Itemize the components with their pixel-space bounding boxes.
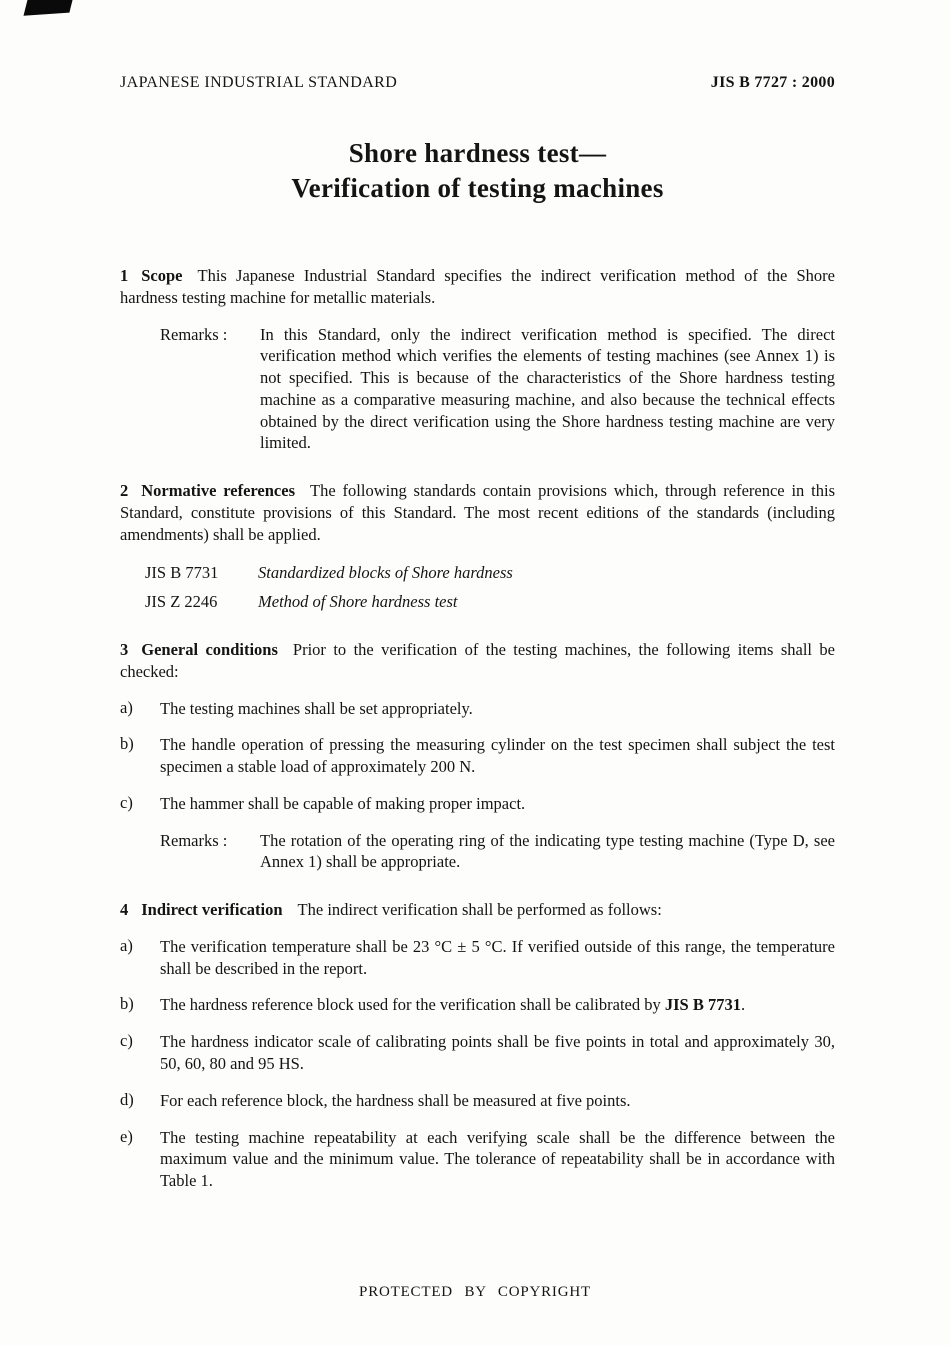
title-line-2: Verification of testing machines — [291, 172, 664, 203]
reference-title: Standardized blocks of Shore hardness — [258, 562, 513, 582]
list-marker: b) — [120, 994, 134, 1014]
section-heading: Scope — [141, 266, 183, 286]
list-text: The handle operation of pressing the measuring cylinder on the test specimen shall subject the test specimen a stable load of approximately 200 N. — [160, 735, 835, 777]
list-text-pre: The hardness reference block used for the verification shall be calibrated by — [160, 995, 665, 1015]
list-item-e — [120, 1127, 835, 1192]
section-heading: Normative references — [141, 481, 296, 501]
list-item-d — [120, 1090, 835, 1112]
list-marker: e) — [120, 1126, 133, 1146]
list-text: The testing machine repeatability at each verifying scale shall be the difference between the maximum value and the minimum value. The tolerance of repeatability shall be in accordance with Table 1. — [160, 1127, 835, 1191]
list-item-b — [120, 734, 835, 778]
list-text: The testing machines shall be set appropriately. — [160, 698, 473, 718]
section-number: 1 — [120, 266, 129, 286]
section-1-remarks — [160, 324, 835, 455]
section-1-scope — [120, 265, 835, 309]
list-text: For each reference block, the hardness shall be measured at five points. — [160, 1090, 631, 1110]
list-marker: c) — [120, 792, 133, 812]
list-text-post: . — [740, 995, 746, 1015]
remarks-body: The rotation of the operating ring of the indicating type testing machine (Type D, see Annex 1) shall be appropriate. — [260, 830, 835, 872]
referenced-standard: JIS B 7731 — [664, 995, 741, 1015]
title-line-1: Shore hardness test— — [348, 138, 607, 168]
list-marker: c) — [120, 1031, 133, 1051]
remarks-body: In this Standard, only the indirect verification method is specified. The direct verification method which verifies the elements of testing machines (see Annex 1) is not specified. This is because of the characteristics of the Shore hardness testing machine as a comparative measuring machine, and also because the technical effects obtained by the direct verification using the Shore hardness testing machine are very limited. — [260, 324, 835, 453]
list-text: The hammer shall be capable of making proper impact. — [160, 793, 526, 813]
section-body: Prior to the verification of the testing machines, the following items shall be checked: — [120, 640, 835, 681]
reference-item — [145, 591, 835, 613]
list-item-b — [120, 994, 835, 1016]
reference-code: JIS B 7731 — [145, 562, 219, 582]
section-body: The following standards contain provisions which, through reference in this Standard, constitute provisions of this Standard. The most recent editions of the standards (including amendments) shall be applied. — [120, 481, 835, 544]
list-item-c — [120, 793, 835, 815]
list-item-a — [120, 698, 835, 720]
standard-name: JAPANESE INDUSTRIAL STANDARD — [120, 74, 398, 91]
section-number: 3 — [120, 640, 129, 660]
standard-number: JIS B 7727 : 2000 — [710, 74, 835, 91]
list-marker: b) — [120, 734, 134, 754]
section-3-general-conditions — [120, 639, 835, 683]
list-marker: d) — [120, 1089, 134, 1109]
reference-code: JIS Z 2246 — [145, 592, 218, 612]
list-text — [160, 994, 835, 1016]
remarks-label: Remarks : — [160, 324, 228, 344]
section-2-normative-references — [120, 480, 835, 545]
list-item-a — [120, 936, 835, 980]
list-marker: a) — [120, 935, 133, 955]
section-body: This Japanese Industrial Standard specifies the indirect verification method of the Shore hardness testing machine for metallic materials. — [120, 266, 835, 307]
copyright-footer: PROTECTED BY COPYRIGHT — [359, 1284, 591, 1300]
list-text: The hardness indicator scale of calibrating points shall be five points in total and approximately 30, 50, 60, 80 and 95 HS. — [160, 1032, 835, 1073]
section-3-remarks — [160, 830, 835, 874]
scan-artifact-mark — [24, 0, 75, 16]
section-heading: Indirect verification — [141, 900, 283, 920]
list-marker: a) — [120, 697, 133, 717]
section-4-indirect-verification — [120, 899, 835, 921]
list-item-c — [120, 1031, 835, 1075]
remarks-label: Remarks : — [160, 830, 228, 850]
section-body: The indirect verification shall be performed as follows: — [297, 900, 662, 920]
list-text: The verification temperature shall be 23 °C ± 5 °C. If verified outside of this range, the temperature shall be described in the report. — [160, 936, 835, 978]
document-title — [120, 136, 835, 205]
reference-item — [145, 562, 835, 584]
reference-title: Method of Shore hardness test — [258, 592, 458, 612]
section-heading: General conditions — [141, 640, 278, 660]
document-header — [120, 74, 835, 92]
section-number: 2 — [120, 481, 129, 501]
section-number: 4 — [120, 900, 129, 920]
